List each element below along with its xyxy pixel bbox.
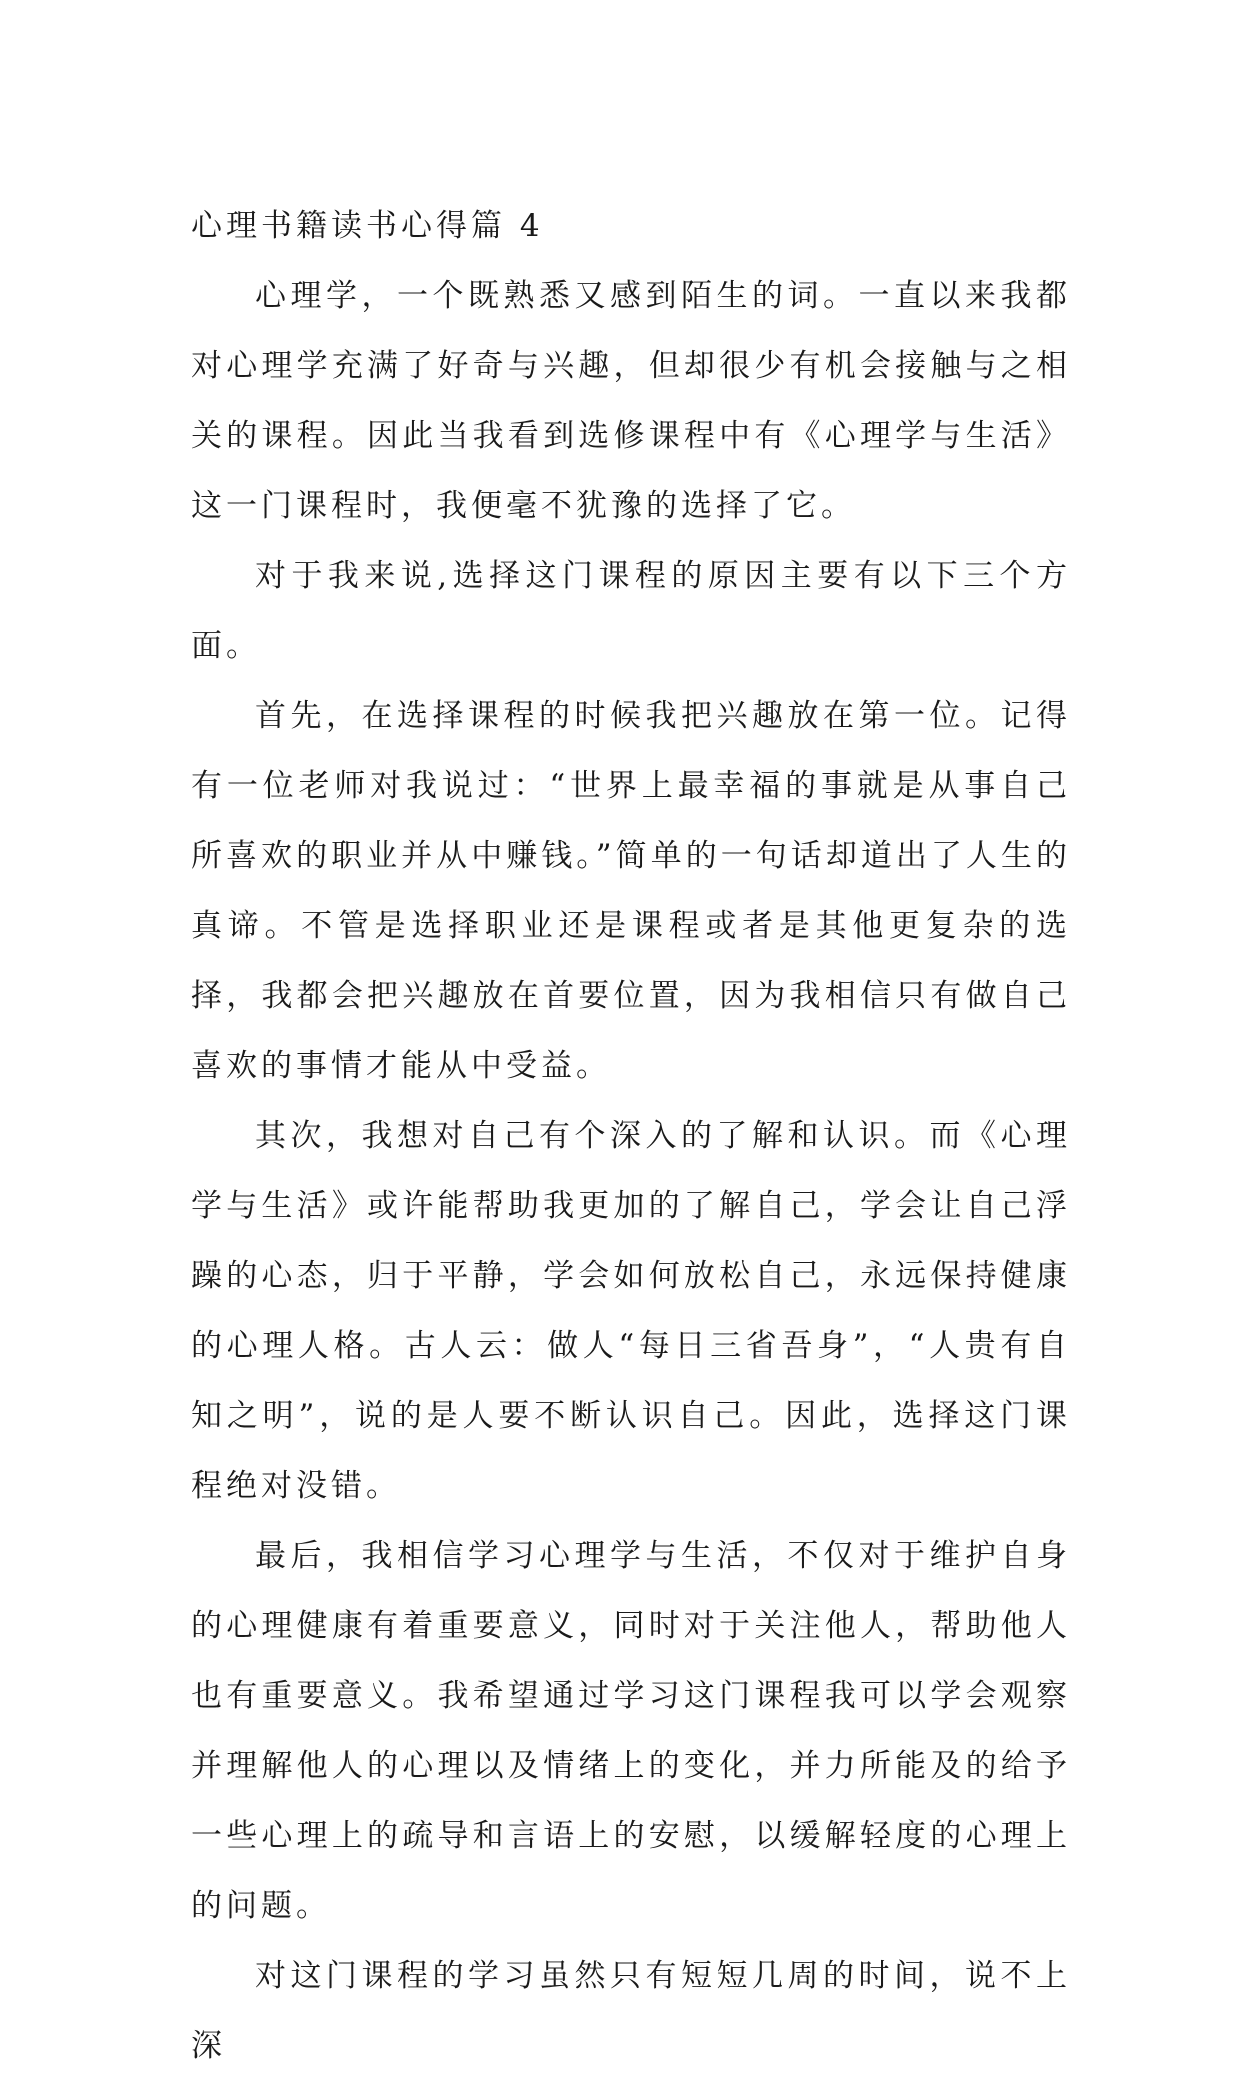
- document-body: [191, 191, 1071, 2081]
- paragraph-5: 最后，我相信学习心理学与生活，不仅对于维护自身的心理健康有着重要意义，同时对于关注他人，帮助他人也有重要意义。我希望通过学习这门课程我可以学会观察并理解他人的心理以及情绪上的变化，并力所能及的给予一些心理上的疏导和言语上的安慰，以缓解轻度的心理上的问题。: [191, 1538, 1071, 1924]
- paragraph-3: 首先，在选择课程的时候我把兴趣放在第一位。记得有一位老师对我说过：“世界上最幸福的事就是从事自己所喜欢的职业并从中赚钱。”简单的一句话却道出了人生的真谛。不管是选择职业还是课程或者是其他更复杂的选择，我都会把兴趣放在首要位置，因为我相信只有做自己喜欢的事情才能从中受益。: [191, 698, 1071, 1084]
- paragraph-2: 对于我来说,选择这门课程的原因主要有以下三个方面。: [191, 558, 1071, 664]
- paragraph-4: 其次，我想对自己有个深入的了解和认识。而《心理学与生活》或许能帮助我更加的了解自己，学会让自己浮躁的心态，归于平静，学会如何放松自己，永远保持健康的心理人格。古人云：做人“每日三省吾身”，“人贵有自知之明”，说的是人要不断认识自己。因此，选择这门课程绝对没错。: [191, 1118, 1071, 1504]
- document-title: 心理书籍读书心得篇 4: [191, 208, 544, 244]
- paragraph-1: 心理学，一个既熟悉又感到陌生的词。一直以来我都对心理学充满了好奇与兴趣，但却很少有机会接触与之相关的课程。因此当我看到选修课程中有《心理学与生活》这一门课程时，我便毫不犹豫的选择了它。: [191, 278, 1071, 524]
- paragraph-6: 对这门课程的学习虽然只有短短几周的时间，说不上深: [191, 1958, 1071, 2064]
